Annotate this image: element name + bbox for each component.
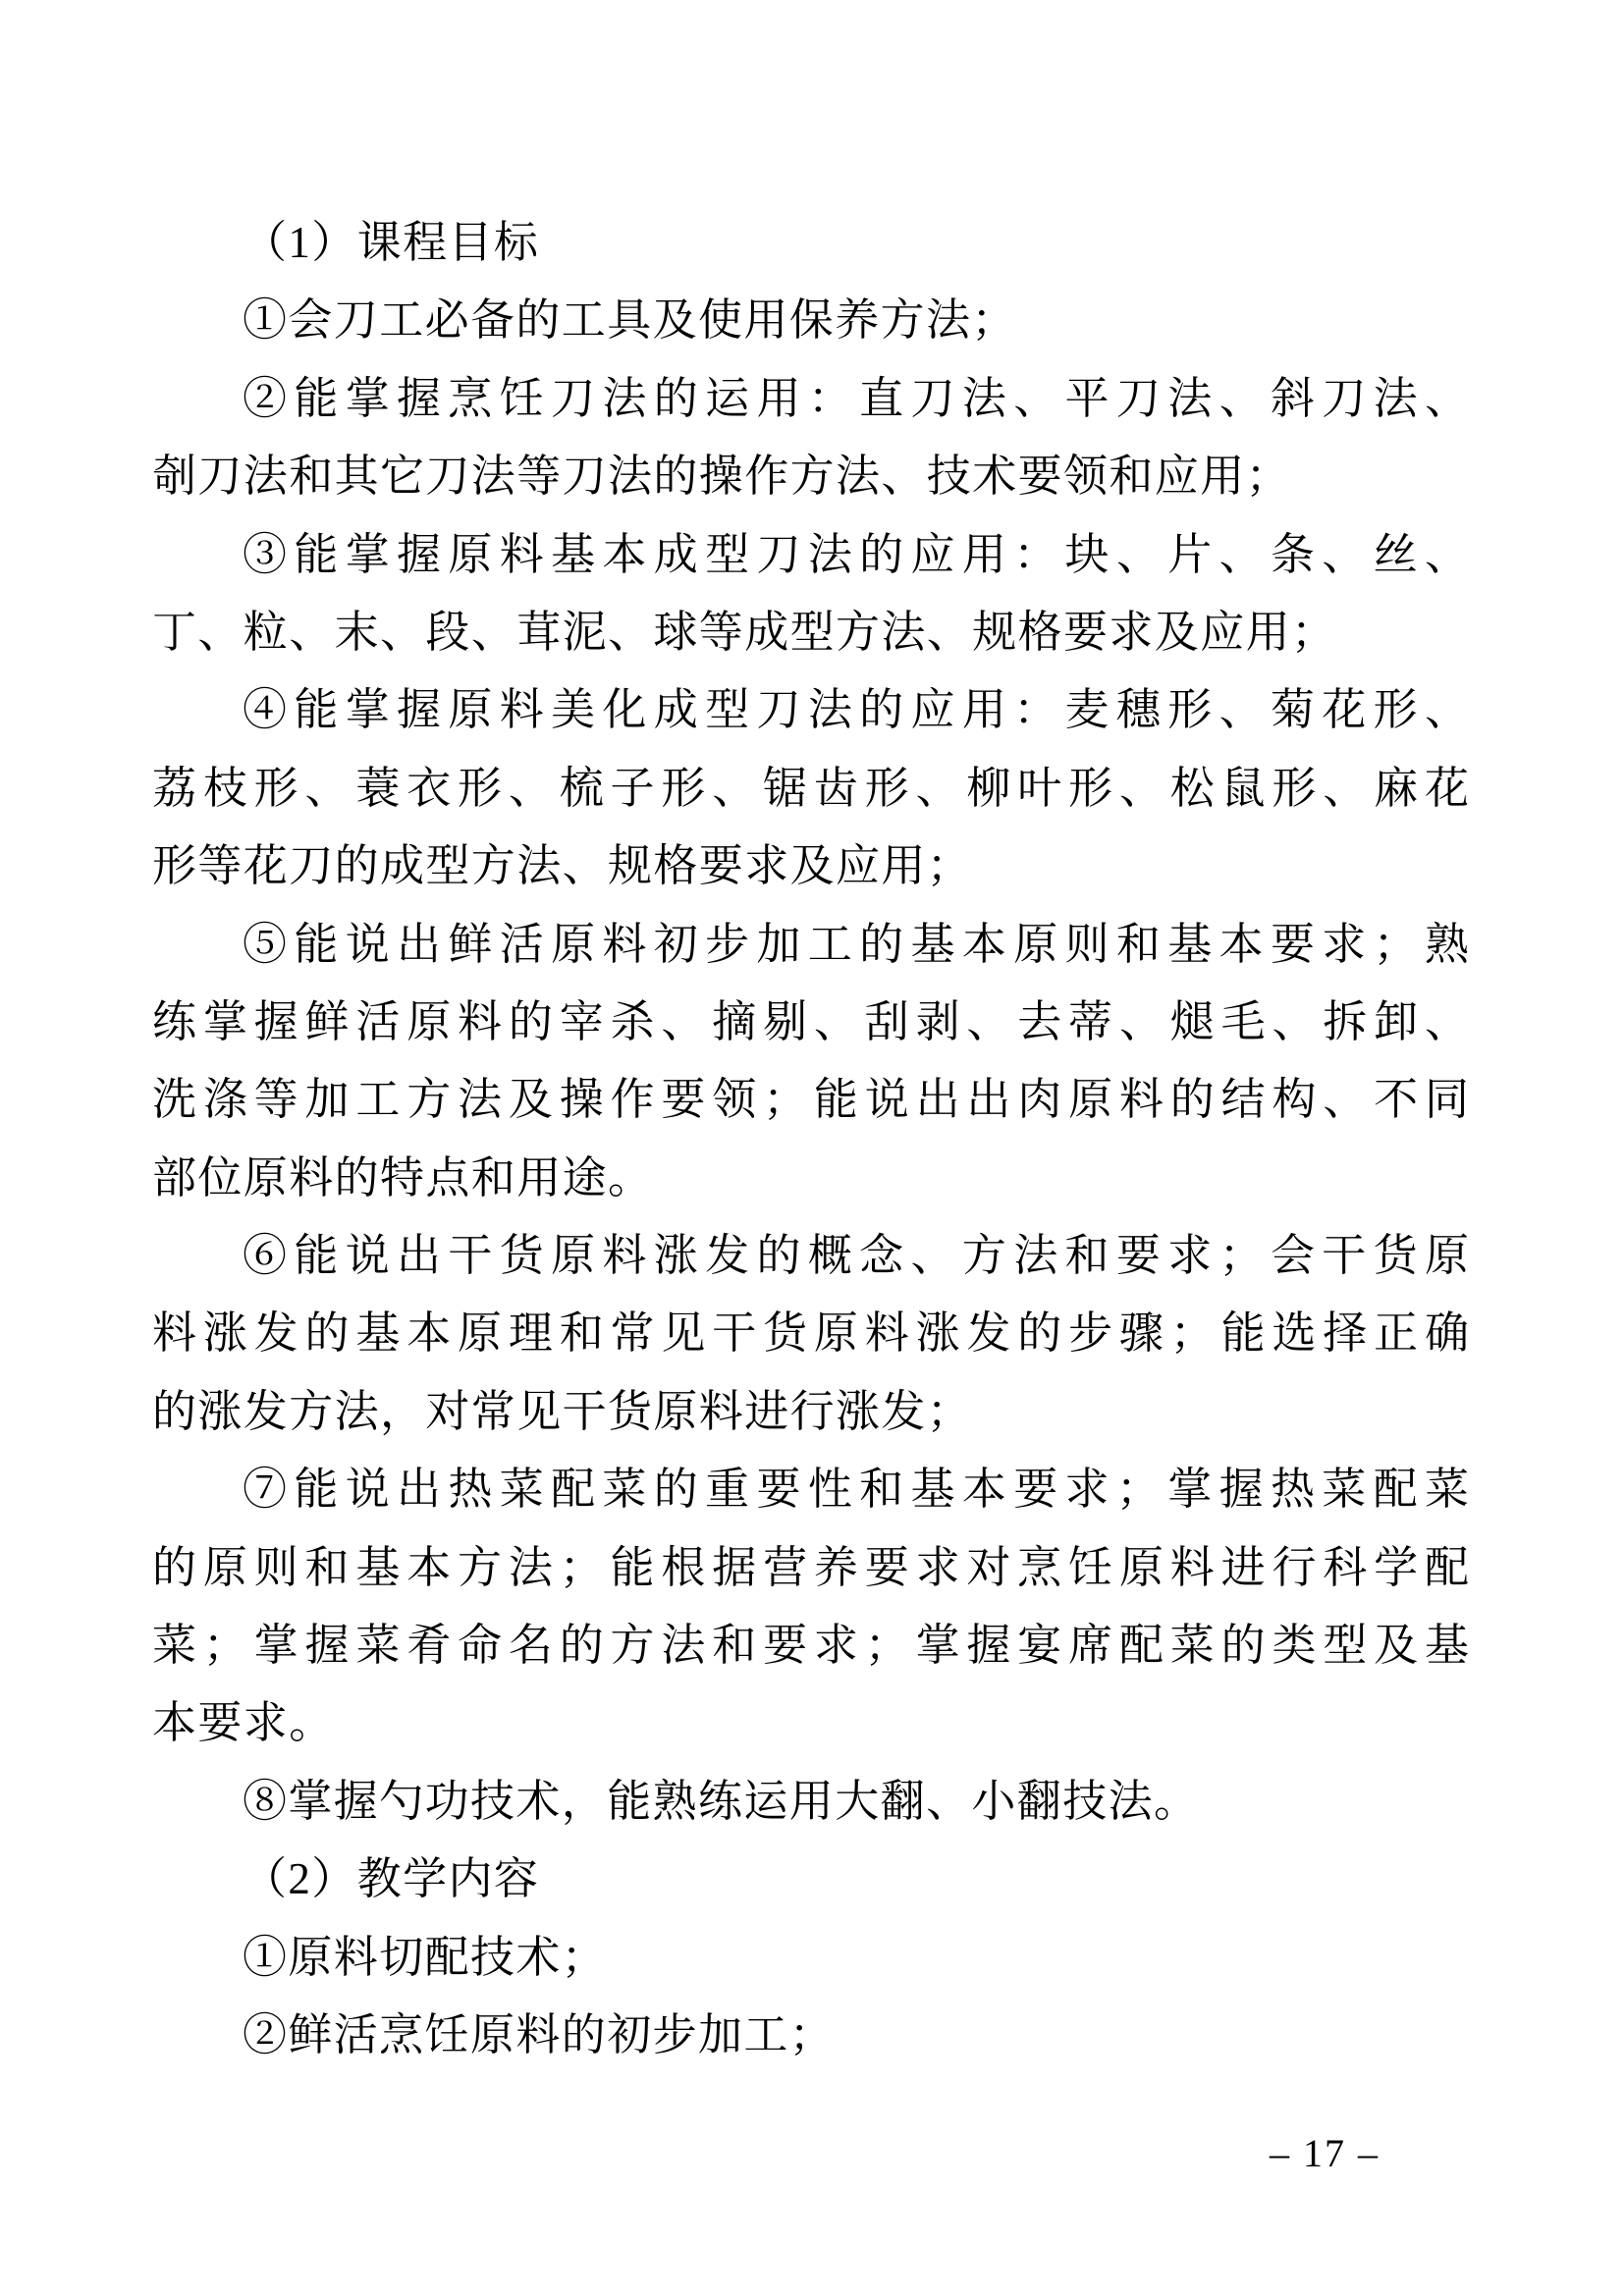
body-text-line: ⑥能说出干货原料涨发的概念、方法和要求；会干货原 — [243, 1231, 1469, 1281]
section-heading-course-objectives: （1）课程目标 — [243, 218, 540, 267]
body-text-line: ⑤能说出鲜活原料初步加工的基本原则和基本要求；熟 — [243, 919, 1469, 969]
body-text-line: 形等花刀的成型方法、规格要求及应用； — [152, 841, 973, 891]
body-text-line: 练掌握鲜活原料的宰杀、摘剔、刮剥、去蒂、煺毛、拆卸、 — [152, 996, 1469, 1046]
body-text-line: 本要求。 — [152, 1698, 335, 1748]
body-text-line: ②能掌握烹饪刀法的运用：直刀法、平刀法、斜刀法、 — [243, 373, 1469, 423]
body-text-line: 丁、粒、末、段、茸泥、球等成型方法、规格要求及应用； — [152, 607, 1337, 657]
body-text-line: ②鲜活烹饪原料的初步加工； — [243, 2009, 836, 2059]
body-text-line: ⑦能说出热菜配菜的重要性和基本要求；掌握热菜配菜 — [243, 1465, 1469, 1515]
body-text-line: 剞刀法和其它刀法等刀法的操作方法、技术要领和应用； — [152, 452, 1292, 502]
body-text-line: 料涨发的基本原理和常见干货原料涨发的步骤；能选择正确 — [152, 1308, 1469, 1359]
body-text-line: 洗涤等加工方法及操作要领；能说出出肉原料的结构、不同 — [152, 1075, 1469, 1125]
body-text-line: ④能掌握原料美化成型刀法的应用：麦穗形、菊花形、 — [243, 685, 1469, 735]
body-text-line: ③能掌握原料基本成型刀法的应用：块、片、条、丝、 — [243, 529, 1469, 579]
body-text-line: 的原则和基本方法；能根据营养要求对烹饪原料进行科学配 — [152, 1542, 1469, 1592]
body-text-line: ⑧掌握勺功技术，能熟练运用大翻、小翻技法。 — [243, 1776, 1200, 1826]
body-text-line: 部位原料的特点和用途。 — [152, 1152, 654, 1202]
section-heading-teaching-content: （2）教学内容 — [243, 1854, 540, 1904]
body-text-line: ①原料切配技术； — [243, 1932, 608, 1982]
body-text-line: 菜；掌握菜肴命名的方法和要求；掌握宴席配菜的类型及基 — [152, 1621, 1469, 1671]
page-number: – 17 – — [1270, 2131, 1380, 2175]
text-block — [152, 204, 1469, 2074]
body-text-line: 的涨发方法，对常见干货原料进行涨发； — [152, 1386, 973, 1436]
body-text-line: 荔枝形、蓑衣形、梳子形、锯齿形、柳叶形、松鼠形、麻花 — [152, 763, 1469, 813]
body-text-line: ①会刀工必备的工具及使用保养方法； — [243, 295, 1017, 346]
